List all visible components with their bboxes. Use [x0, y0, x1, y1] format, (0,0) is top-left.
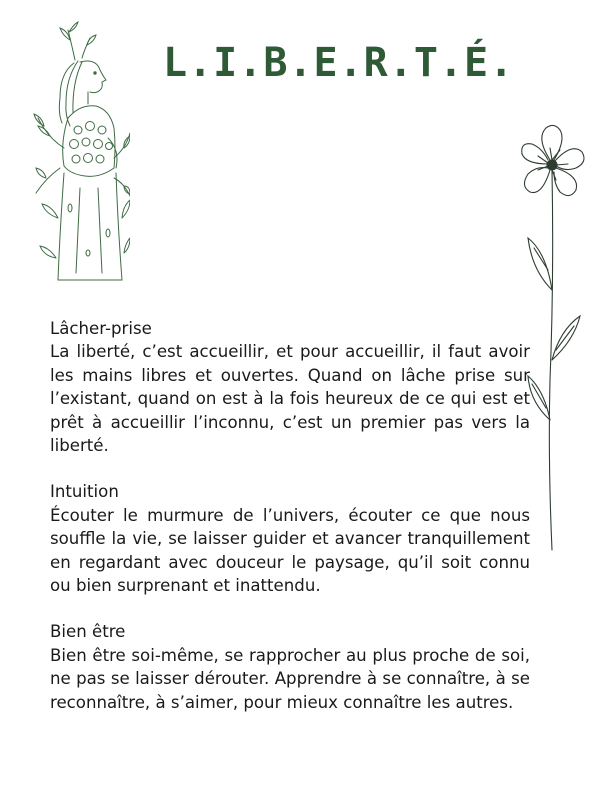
section-heading: Intuition [50, 482, 119, 502]
section-heading: Lâcher-prise [50, 319, 152, 338]
page-title: L.I.B.E.R.T.É. [163, 40, 515, 86]
section-text: Bien être soi-même, se rapprocher au plus proche de soi, ne pas se laisser dérouter. Apprendre à se connaître, à se reconnaître, à s’aimer, pour mieux connaître les autres. [50, 645, 530, 712]
section-intuition [50, 480, 530, 597]
section-heading: Bien être [50, 622, 126, 642]
woman-tree-illustration [30, 18, 130, 283]
section-lacher-prise [50, 317, 530, 457]
section-bien-etre [50, 620, 530, 714]
text-content [50, 317, 530, 737]
section-text: La liberté, c’est accueillir, et pour accueillir, il faut avoir les mains libres et ouvertes. Quand on lâche prise sur l’existant, quand on est à la fois heureux de ce qui est et prêt à accueillir l’inconnu, c’est un premier pas vers la liberté. [50, 342, 530, 456]
section-text: Écouter le murmure de l’univers, écouter ce que nous souffle la vie, se laisser guider et avancer tranquillement en regardant avec douceur le paysage, qu’il soit connu ou bien surprenant et inattendu. [50, 505, 530, 596]
